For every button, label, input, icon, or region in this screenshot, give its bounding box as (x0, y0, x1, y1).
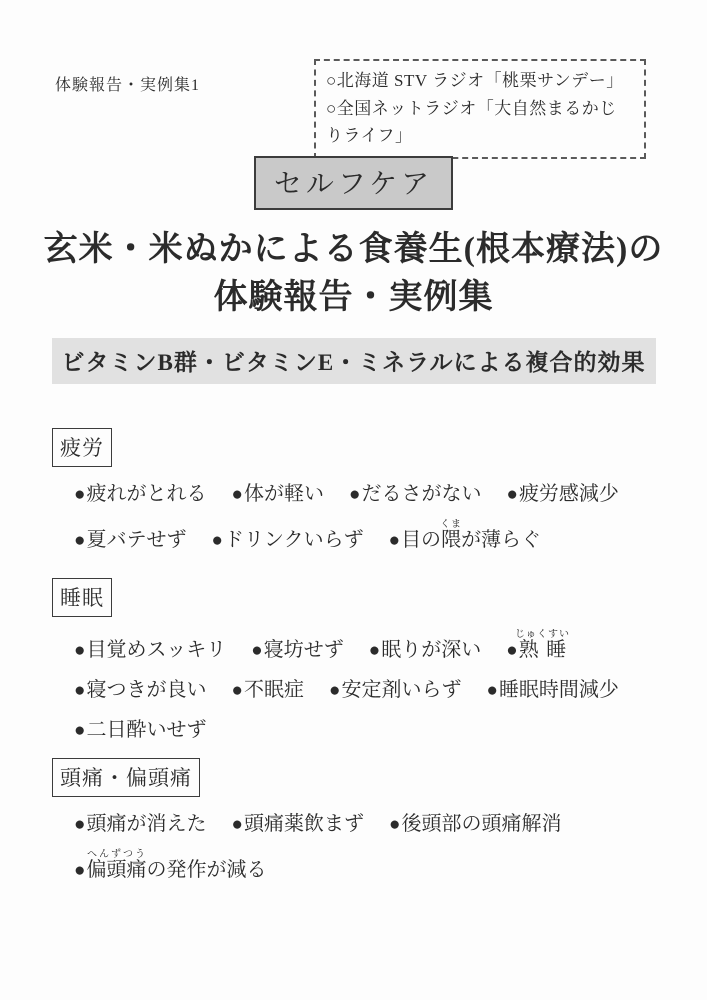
symptom-item (329, 679, 461, 701)
symptom-text: だるさがない (361, 483, 482, 505)
bullet-icon: ● (74, 720, 86, 741)
section-sleep-label: 睡眠 (52, 578, 112, 617)
symptom-item (74, 679, 206, 701)
bullet-icon: ● (348, 484, 361, 505)
bullet-icon: ● (368, 640, 381, 661)
bullet-icon: ● (74, 860, 86, 881)
symptom-text: ドリンクいらず (223, 529, 364, 551)
symptom-text: 体が軽い (243, 483, 324, 505)
subtitle-row (0, 338, 707, 384)
bullet-icon: ● (251, 640, 263, 661)
bullet-icon: ● (74, 680, 86, 701)
symptom-line (74, 675, 639, 706)
bullet-icon: ● (486, 680, 498, 701)
symptom-item (231, 813, 363, 835)
symptom-line (74, 479, 639, 510)
symptom-item (74, 529, 186, 551)
furigana: へんずつう (86, 849, 147, 860)
section-sleep-items (74, 629, 639, 746)
furigana: くま (440, 519, 463, 530)
symptom-item (74, 639, 226, 661)
symptom-item (231, 483, 323, 505)
symptom-text: 頭痛が消えた (86, 813, 207, 835)
symptom-item (211, 529, 363, 551)
symptom-text: 疲れがとれる (86, 483, 207, 505)
bullet-icon: ● (388, 530, 401, 551)
symptom-item (389, 813, 561, 835)
radio-program-line-2: ○全国ネットラジオ「大自然まるかじりライフ」 (326, 98, 617, 146)
symptom-text: 頭痛薬飲まず (243, 813, 364, 835)
section-fatigue-label: 疲労 (52, 428, 112, 467)
symptom-text: 寝つきが良い (86, 679, 207, 701)
section-headache-label: 頭痛・偏頭痛 (52, 758, 200, 797)
bullet-icon: ● (231, 484, 243, 505)
symptom-text: 疲労感減少 (518, 483, 619, 505)
bullet-icon: ● (231, 680, 243, 701)
symptom-item (74, 813, 206, 835)
symptom-text: 不眠症 (243, 679, 304, 701)
selfcare-boxed-label: セルフケア (254, 156, 453, 210)
page-title-line-2: 体験報告・実例集 (213, 279, 494, 316)
symptom-line (74, 809, 581, 840)
section-headache (52, 758, 581, 895)
symptom-item (231, 679, 303, 701)
bullet-icon: ● (211, 530, 223, 551)
symptom-line (74, 849, 581, 886)
symptom-text-post: が薄らぐ (461, 529, 542, 551)
symptom-item (74, 849, 267, 881)
radio-program-line-1: ○北海道 STV ラジオ「桃栗サンデー」 (326, 71, 624, 90)
symptom-item (349, 483, 481, 505)
page-title-line-1: 玄米・米ぬかによる食養生(根本療法)の (43, 231, 664, 268)
bullet-icon: ● (74, 640, 86, 661)
symptom-item (369, 639, 481, 661)
section-fatigue-items (74, 479, 639, 556)
furigana: じゅくすい (515, 629, 570, 640)
selfcare-label-row (0, 156, 707, 210)
symptom-line (74, 715, 639, 746)
symptom-item (388, 519, 542, 551)
ruby-term (515, 629, 570, 661)
ruby-base: 偏頭痛 (86, 859, 147, 881)
section-headache-items (74, 809, 581, 886)
ruby-base: 隈 (440, 529, 463, 551)
ruby-base: 熟睡 (515, 639, 570, 661)
section-sleep (52, 578, 639, 755)
ruby-term (440, 519, 463, 551)
symptom-item (251, 639, 343, 661)
symptom-line (74, 519, 639, 556)
section-fatigue (52, 428, 639, 565)
symptom-text: 睡眠時間減少 (498, 679, 619, 701)
bullet-icon: ● (231, 814, 243, 835)
symptom-text: 二日酔いせず (86, 719, 207, 741)
symptom-text-pre: 目の (401, 529, 442, 551)
symptom-item (74, 719, 206, 741)
symptom-text: 夏バテせず (86, 529, 187, 551)
bullet-icon: ● (388, 814, 401, 835)
symptom-text: 眠りが深い (381, 639, 482, 661)
symptom-text: 安定剤いらず (341, 679, 462, 701)
symptom-text: 寝坊せず (263, 639, 344, 661)
subtitle-highlight: ビタミンB群・ビタミンE・ミネラルによる複合的効果 (52, 338, 656, 384)
bullet-icon: ● (506, 640, 518, 661)
symptom-item (506, 629, 570, 661)
bullet-icon: ● (506, 484, 518, 505)
document-series-label: 体験報告・実例集1 (55, 77, 201, 94)
symptom-text: 目覚めスッキリ (86, 639, 227, 661)
bullet-icon: ● (74, 814, 86, 835)
bullet-icon: ● (74, 530, 86, 551)
symptom-text-post: の発作が減る (146, 859, 267, 881)
ruby-term (86, 849, 147, 881)
bullet-icon: ● (74, 484, 86, 505)
page-title (0, 226, 707, 322)
symptom-item (506, 483, 618, 505)
bullet-icon: ● (328, 680, 341, 701)
radio-program-box (314, 59, 646, 159)
symptom-item (74, 483, 206, 505)
symptom-line (74, 629, 639, 666)
symptom-item (486, 679, 618, 701)
symptom-text: 後頭部の頭痛解消 (401, 813, 562, 835)
